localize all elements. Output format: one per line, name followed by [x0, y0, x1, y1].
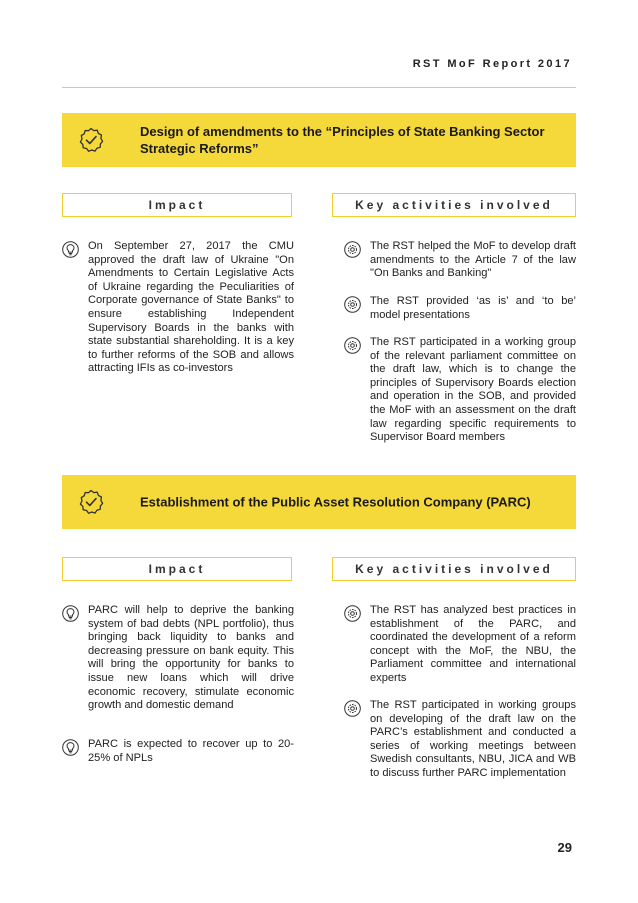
gear-icon [344, 337, 361, 354]
section-2-activities-label: Key activities involved [332, 557, 576, 581]
gear-icon [344, 605, 361, 622]
check-badge-icon [78, 127, 104, 153]
activity-text: The RST has analyzed best practices in establishment of the PARC, and coordinated the development of a reform concept with the MoF, the NBU, the Parliament committee and international experts [370, 604, 576, 684]
page-number: 29 [557, 840, 572, 855]
lightbulb-icon [62, 605, 79, 622]
activity-text: The RST participated in working groups on developing of the draft law on the PARC’s establishment and conducted a series of working meetings between Swedish consultants, NBU, JICA and WB to discuss further PARC implementation [370, 699, 576, 779]
section-1-impact-label: Impact [62, 193, 292, 217]
lightbulb-icon [62, 739, 79, 756]
section-2-banner [62, 475, 576, 529]
gear-icon [344, 241, 361, 258]
section-2-title: Establishment of the Public Asset Resolution Company (PARC) [140, 494, 531, 510]
section-1-activities-label: Key activities involved [332, 193, 576, 217]
section-1-title: Design of amendments to the “Principles of State Banking Sector Strategic Reforms” [140, 124, 545, 156]
check-badge-icon [78, 489, 104, 515]
section-1-banner [62, 113, 576, 167]
gear-icon [344, 700, 361, 717]
section-2-impact-label: Impact [62, 557, 292, 581]
lightbulb-icon [62, 241, 79, 258]
impact-text: On September 27, 2017 the CMU approved the draft law of Ukraine "On Amendments to Certain Legislative Acts of Ukraine regarding the Peculiarities of Corporate governance of State Banks" to ensure establishing Independent Supervisory Boards in the banks with state substantial shareholding. It is a key to further reforms of the SOB and allows attracting IFIs as co-investors [88, 240, 294, 375]
impact-text: PARC is expected to recover up to 20-25% of NPLs [88, 738, 294, 764]
report-header: RST MoF Report 2017 [412, 58, 572, 70]
activity-text: The RST helped the MoF to develop draft amendments to the Article 7 of the law "On Banks and Banking" [370, 240, 576, 280]
activity-text: The RST participated in a working group of the relevant parliament committee on the draft law, which is to change the principles of Supervisory Boards election and operation in the SOB, and provided the MoF with an assessment on the draft law regarding specific requirements to Supervisor Board members [370, 336, 576, 444]
activity-text: The RST provided ‘as is’ and ‘to be’ model presentations [370, 295, 576, 321]
impact-text: PARC will help to deprive the banking system of bad debts (NPL portfolio), thus bringing back liquidity to banks and decreasing pressure on bank equity. This will bring the opportunity for banks to issue new loans which will drive economic recovery, stimulate economic growth and domestic demand [88, 604, 294, 712]
header-divider [62, 87, 576, 88]
gear-icon [344, 296, 361, 313]
